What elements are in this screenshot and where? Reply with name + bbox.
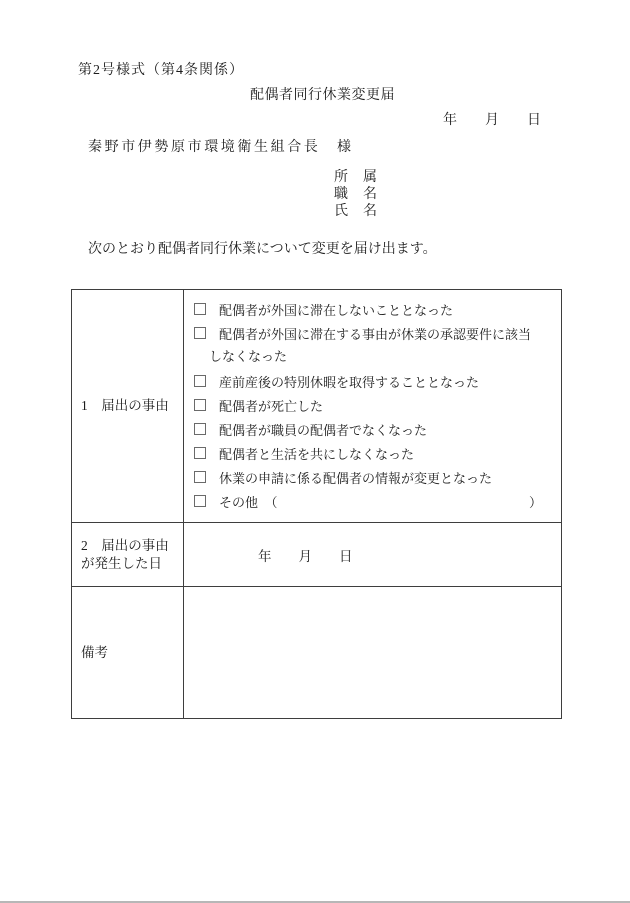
- addressee-line: 秦野市伊勢原市環境衛生組合長 様: [88, 140, 354, 155]
- checkbox-icon[interactable]: [194, 327, 206, 339]
- reason-option-label: 配偶者が職員の配偶者でなくなった: [219, 422, 428, 438]
- form-table: [71, 289, 562, 719]
- checkbox-icon[interactable]: [194, 375, 206, 387]
- affiliation-label: 所 属: [334, 170, 378, 185]
- reason-option: [194, 369, 552, 393]
- reason-option-continuation: しなくなった: [209, 349, 288, 364]
- row2-date-value: 年 月 日: [184, 523, 562, 587]
- reason-option-label: 配偶者が外国に滞在する事由が休業の承認要件に該当: [219, 326, 532, 342]
- table-row-occurrence-date: [72, 523, 562, 587]
- reason-option-label: 配偶者が外国に滞在しないこととなった: [219, 302, 454, 318]
- row1-label: 1 届出の事由: [72, 290, 184, 523]
- reason-option: [194, 441, 552, 465]
- checkbox-icon[interactable]: [194, 495, 206, 507]
- row2-label: 2 届出の事由が発生した日: [72, 523, 184, 587]
- row1-reasons-content: [184, 290, 562, 523]
- reason-option: [194, 297, 552, 321]
- checkbox-icon[interactable]: [194, 303, 206, 315]
- reason-option: [194, 465, 552, 489]
- checkbox-icon[interactable]: [194, 423, 206, 435]
- position-label: 職 名: [334, 187, 378, 202]
- row3-label: 備考: [72, 587, 184, 719]
- signature-block: [334, 169, 378, 220]
- table-row-remarks: [72, 587, 562, 719]
- reason-option-label: その他 （: [219, 494, 278, 510]
- other-close-paren: ）: [528, 494, 542, 510]
- name-label: 氏 名: [334, 204, 378, 219]
- reason-option-label: 産前産後の特別休暇を取得することとなった: [219, 374, 480, 390]
- reason-option: [194, 321, 552, 345]
- checkbox-icon[interactable]: [194, 399, 206, 411]
- checkbox-icon[interactable]: [194, 447, 206, 459]
- document-title: 配偶者同行休業変更届: [250, 88, 395, 103]
- reason-option-label: 休業の申請に係る配偶者の情報が変更となった: [219, 470, 493, 486]
- checkbox-icon[interactable]: [194, 471, 206, 483]
- reason-option-label: 配偶者と生活を共にしなくなった: [219, 446, 415, 462]
- reason-option: [194, 417, 552, 441]
- reason-option: [194, 489, 552, 513]
- form-number: 第2号様式（第4条関係）: [78, 63, 244, 78]
- row3-remarks-content: [184, 587, 562, 719]
- date-line: 年 月 日: [443, 113, 541, 128]
- reason-option: [194, 393, 552, 417]
- statement-line: 次のとおり配偶者同行休業について変更を届け出ます。: [88, 242, 437, 257]
- reason-option-label: 配偶者が死亡した: [219, 398, 324, 414]
- table-row-reasons: [72, 290, 562, 523]
